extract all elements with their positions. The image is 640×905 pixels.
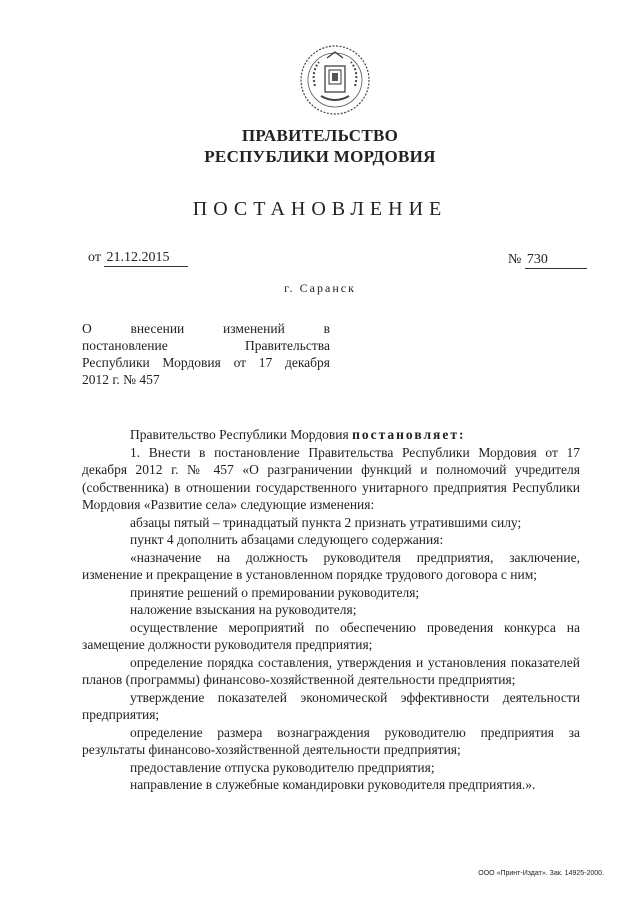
subject-line: Республики Мордовия от 17 декабря (82, 355, 330, 370)
paragraph: осуществление мероприятий по обеспечению проведения конкурса на замещение должности руководителя предприятия; (82, 619, 580, 652)
date-row (88, 250, 188, 267)
number-row (508, 252, 587, 269)
number-prefix: № (508, 252, 522, 267)
document-number: 730 (525, 252, 587, 269)
printer-footer: ООО «Принт-Издат». Зак. 14925-2000. (478, 870, 604, 877)
header-line-2: РЕСПУБЛИКИ МОРДОВИЯ (204, 147, 436, 166)
subject-line: постановление Правительства (82, 338, 330, 353)
paragraph: определение порядка составления, утверждения и установления показателей планов (программы) финансово-хозяйственной деятельности предприятия; (82, 654, 580, 687)
preamble (82, 426, 580, 444)
body-text (82, 426, 580, 794)
paragraph: пункт 4 дополнить абзацами следующего содержания: (130, 532, 444, 547)
preamble-verb: постановляет: (352, 427, 466, 442)
paragraph: абзацы пятый – тринадцатый пункта 2 признать утратившими силу; (130, 514, 522, 530)
header-line-1: ПРАВИТЕЛЬСТВО (241, 126, 399, 145)
preamble-subject: Правительство Республики Мордовия (130, 427, 349, 442)
paragraph: наложение взыскания на руководителя; (130, 602, 357, 617)
subject-line: О внесении изменений в (82, 321, 330, 336)
paragraph: предоставление отпуска руководителю предприятия; (130, 759, 435, 775)
paragraph: «назначение на должность руководителя предприятия, заключение, изменение и прекращение в установленном порядке трудового договора с ним; (82, 549, 580, 582)
subject-block (82, 320, 330, 388)
document-date: 21.12.2015 (104, 250, 188, 267)
paragraph: 1. Внести в постановление Правительства Республики Мордовия от 17 декабря 2012 г. № 457 «О разграничении функций и полномочий учредителя (собственника) в отношении государственного унитарного предприятия Республики Мордовия «Развитие села» следующие изменения: (82, 444, 580, 512)
document-type-title: ПОСТАНОВЛЕНИЕ (192, 198, 448, 220)
subject-line: 2012 г. № 457 (82, 372, 160, 387)
paragraph: направление в служебные командировки руководителя предприятия.». (130, 777, 536, 792)
paragraph: утверждение показателей экономической эффективности деятельности предприятия; (82, 689, 580, 722)
city: г. Саранск (284, 281, 356, 295)
paragraph: принятие решений о премировании руководителя; (130, 584, 420, 600)
date-prefix: от (88, 250, 101, 265)
paragraph: определение размера вознаграждения руководителю предприятия за результаты финансово-хозяйственной деятельности предприятия; (82, 724, 580, 757)
coat-of-arms-emblem (297, 42, 373, 118)
